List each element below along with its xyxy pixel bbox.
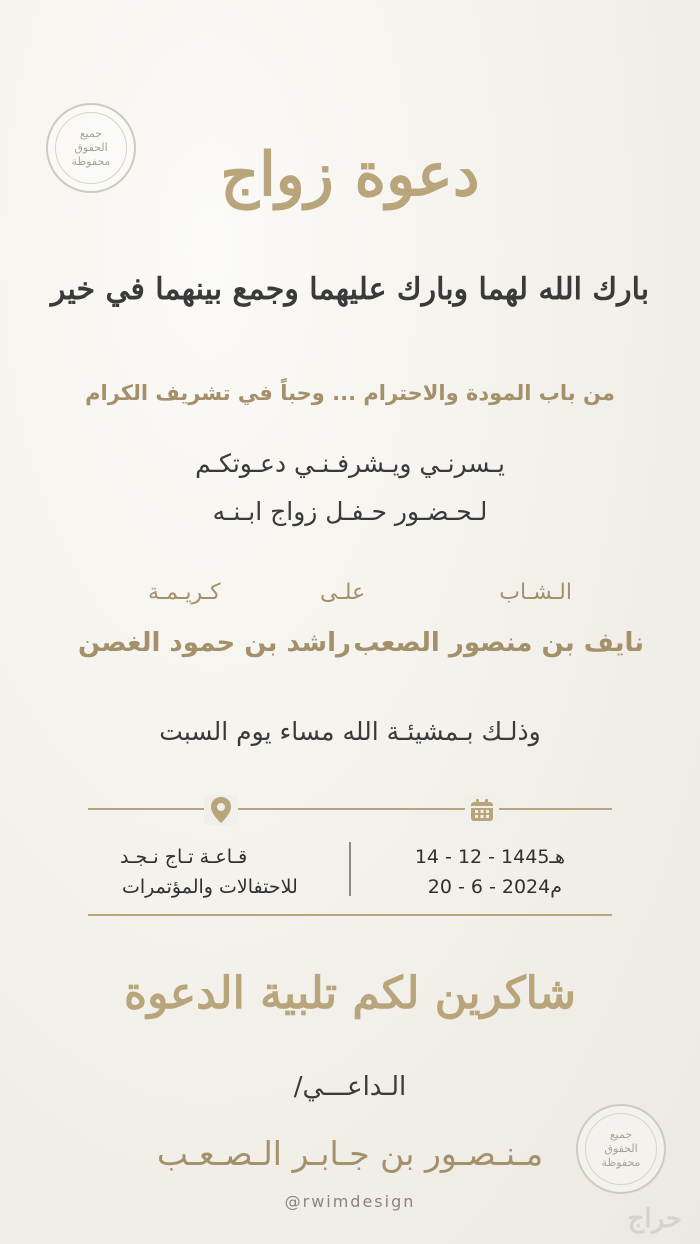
vertical-divider — [349, 842, 351, 896]
bride-father-name: راشد بن حمود الغصن — [78, 628, 351, 658]
seal-text: الحقوق — [74, 141, 108, 154]
hijri-date: 14 - 12 - 1445هـ — [414, 846, 565, 868]
seal-text: الحقوق — [604, 1142, 638, 1155]
designer-handle: @rwimdesign — [284, 1192, 416, 1211]
groom-name: نايف بن منصور الصعب — [353, 628, 644, 658]
calendar-icon — [465, 795, 499, 825]
watermark-logo: حراج — [627, 1204, 682, 1234]
venue-subtitle: للاحتفالات والمؤتمرات — [122, 876, 298, 898]
bride-label: كـريـمـة — [148, 580, 221, 605]
gregorian-date: 20 - 6 - 2024م — [427, 876, 562, 898]
thanks-calligraphy: شاكرين لكم تلبية الدعوة — [124, 968, 576, 1019]
venue-name: قـاعـة تـاج نـجـد — [120, 846, 248, 868]
divider-bottom — [88, 914, 612, 916]
divider-top — [88, 808, 612, 810]
invitation-title: دعوة زواج — [220, 140, 480, 210]
welcome-line: من باب المودة والاحترام ... وحباً في تشريف الكرام — [85, 381, 615, 405]
host-name: مـنـصـور بن جـابـر الـصـعـب — [156, 1134, 544, 1173]
location-pin-icon — [204, 795, 238, 825]
seal-text: جميع — [609, 1128, 633, 1141]
invite-line-1: يـسرنـي ويـشرفـنـي دعـوتكـم — [195, 449, 505, 478]
date-line: وذلـك بـمشيئـة الله مساء يوم السبت — [159, 717, 541, 746]
on-label: علـى — [320, 580, 366, 605]
blessing-calligraphy: بارك الله لهما وبارك عليهما وجمع بينهما في خير — [50, 272, 650, 307]
seal-text: محفوظة — [601, 1156, 641, 1169]
groom-label: الـشـاب — [499, 580, 572, 605]
seal-text: جميع — [79, 127, 103, 140]
copyright-seal-bottom — [576, 1104, 666, 1194]
invite-line-2: لـحـضـور حـفـل زواج ابـنـه — [212, 497, 488, 526]
host-label: الـداعـــي/ — [293, 1072, 407, 1102]
seal-text: محفوظة — [71, 155, 111, 168]
